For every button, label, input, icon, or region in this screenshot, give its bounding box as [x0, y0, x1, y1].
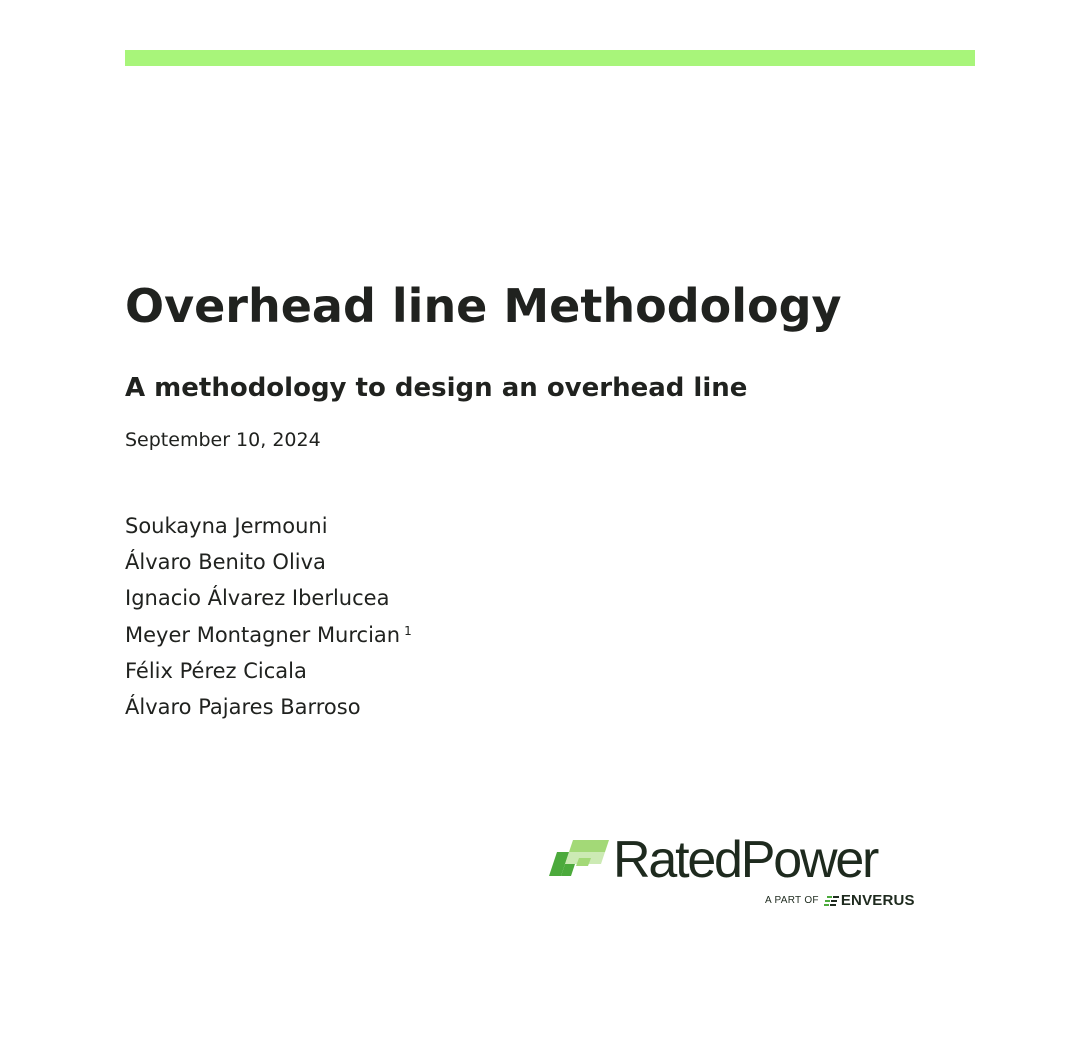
author-item: [125, 653, 412, 689]
author-item: [125, 544, 412, 580]
author-item: [125, 617, 412, 653]
document-title: Overhead line Methodology: [125, 279, 842, 333]
logo-tagline-brand: ENVERUS: [840, 892, 915, 909]
author-name: Félix Pérez Cicala: [125, 658, 307, 683]
author-item: [125, 580, 412, 616]
author-list: [125, 508, 412, 725]
footnote-marker[interactable]: 1: [404, 623, 412, 638]
logo-tagline: [765, 892, 915, 909]
ratedpower-mark-icon: [545, 838, 611, 884]
author-name: Soukayna Jermouni: [125, 514, 328, 538]
ratedpower-logo: [545, 832, 917, 914]
accent-bar: [125, 50, 975, 66]
document-date: September 10, 2024: [125, 429, 321, 451]
author-name: Meyer Montagner Murcian: [125, 622, 401, 647]
author-item: [125, 508, 412, 544]
enverus-mark-icon: [824, 896, 840, 906]
logo-wordmark: RatedPower: [613, 831, 878, 889]
author-name: Álvaro Pajares Barroso: [125, 695, 361, 720]
author-item: [125, 689, 412, 725]
logo-tagline-prefix: A PART OF: [765, 895, 819, 906]
author-name: Ignacio Álvarez Iberlucea: [125, 586, 390, 611]
document-subtitle: A methodology to design an overhead line: [125, 373, 748, 403]
author-name: Álvaro Benito Oliva: [125, 550, 326, 575]
